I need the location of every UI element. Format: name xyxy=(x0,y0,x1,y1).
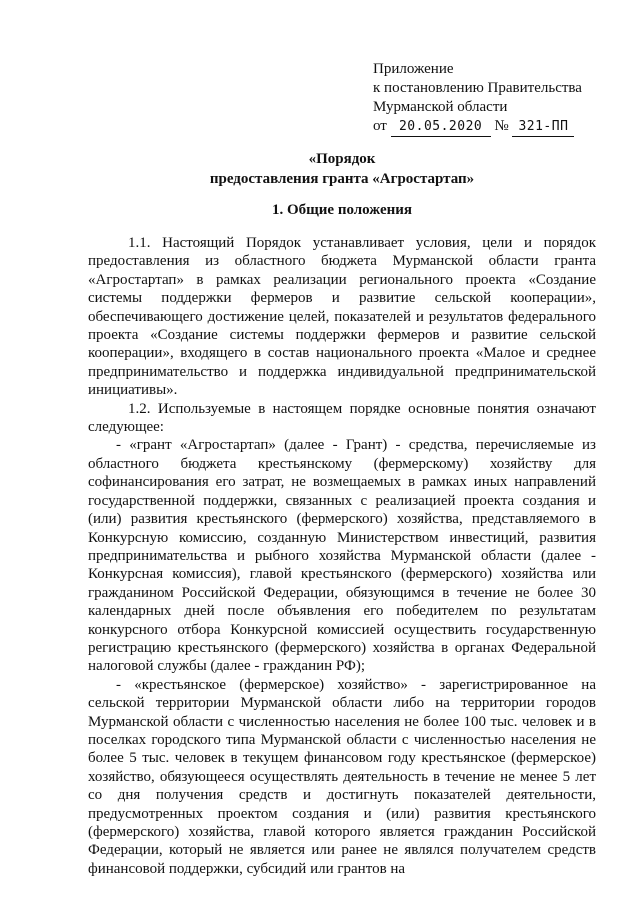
title-line-2: предоставления гранта «Агростартап» xyxy=(209,171,475,187)
number-sign: № xyxy=(494,118,509,134)
paragraph-1-1: 1.1. Настоящий Порядок устанавливает условия, цели и порядок предоставления из областного бюджета Мурманской области гранта «Агростартап» в рамках реализации регионального проекта «Создание системы поддержки фермеров и развитие сельской кооперации», обеспечивающего достижение целей, показателей и результатов федерального проекта «Создание системы поддержки фермеров и развитие сельской кооперации», входящего в состав национального проекта «Малое и среднее предпринимательство и поддержка индивидуальной предпринимательской инициативы». xyxy=(88,235,596,399)
appendix-date-line xyxy=(373,117,613,137)
section-heading: 1. Общие положения xyxy=(271,202,413,218)
definition-grant: - «грант «Агростартап» (далее - Грант) - средства, перечисляемые из областного бюджета крестьянскому (фермерскому) хозяйству для софинансирования его затрат, не возмещаемых в рамках иных направлений государственной поддержки, связанных с реализацией проекта создания и (или) развития крестьянского (фермерского) хозяйства, представляемого в Конкурсную комиссию, созданную Министерством инвестиций, развития предпринимательства и рыбного хозяйства Мурманской области (далее - Конкурсная комиссия), главой крестьянского (фермерского) хозяйства или гражданином Российской Федерации, обязующимся в течение не более 30 календарных дней после объявления его победителем по результатам конкурсного отбора Конкурсной комиссией осуществить государственную регистрацию крестьянского (фермерского) хозяйства в органах Федеральной налоговой службы (далее - гражданин РФ); xyxy=(88,437,596,675)
document-body xyxy=(88,234,596,878)
paragraph-1-2: 1.2. Используемые в настоящем порядке основные понятия означают следующее: xyxy=(88,400,596,436)
title-line-1: «Порядок xyxy=(308,151,376,167)
appendix-label: Приложение xyxy=(373,61,454,77)
appendix-region: Мурманской области xyxy=(373,99,508,115)
resolution-date: 20.05.2020 xyxy=(391,117,491,137)
appendix-resolution: к постановлению Правительства xyxy=(373,80,582,96)
definition-farm: - «крестьянское (фермерское) хозяйство» - зарегистрированное на сельской территории Мурманской области либо на территории городов Мурманской области с численностью населения не более 100 тыс. человек и в поселках городского типа Мурманской области с численностью населения не более 5 тыс. человек в текущем финансовом году крестьянское (фермерское) хозяйство, обязующееся осуществлять деятельность в течение не менее 5 лет со дня получения средств и достигнуть показателей деятельности, предусмотренных проектом создания и (или) развития крестьянского (фермерского) хозяйства, главой которого является гражданин Российской Федерации, который не является или ранее не являлся получателем средств финансовой поддержки, субсидий или грантов на xyxy=(88,676,596,877)
resolution-number: 321-ПП xyxy=(512,117,574,137)
document-title xyxy=(88,149,596,189)
date-prefix: от xyxy=(373,118,387,134)
appendix-block xyxy=(373,60,613,137)
